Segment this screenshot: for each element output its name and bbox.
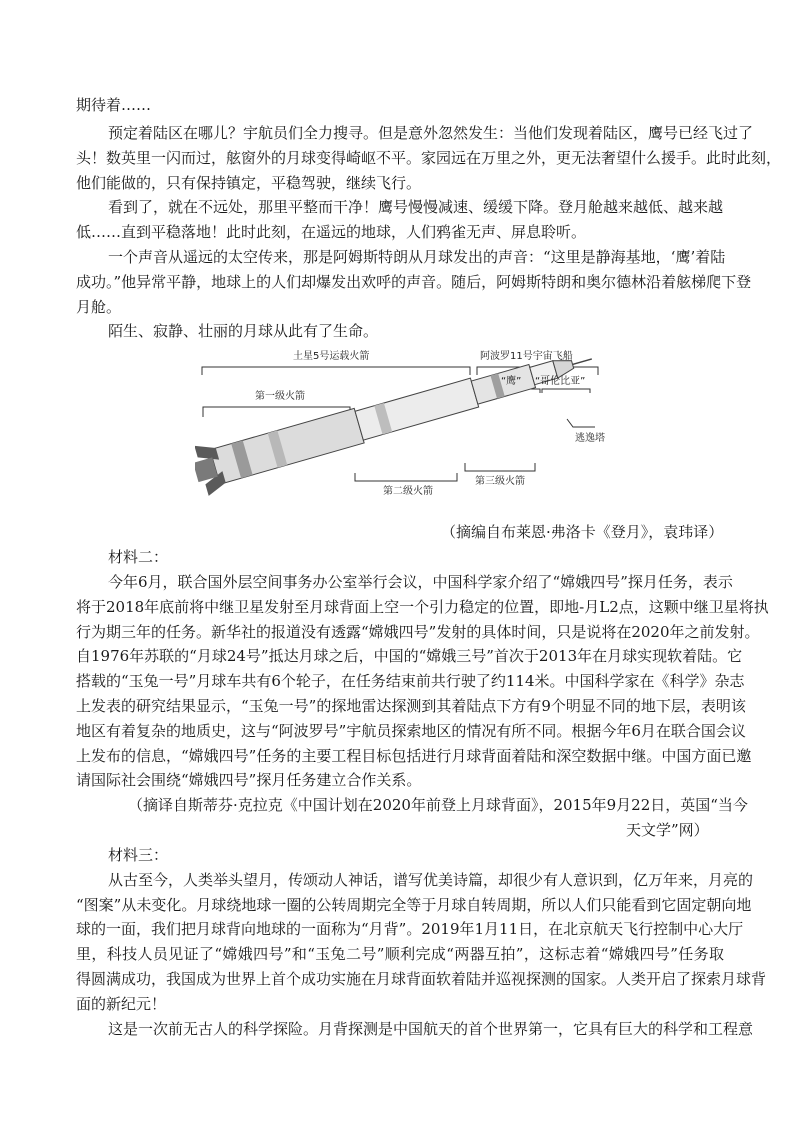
paragraph-line: 面的新纪元！ bbox=[76, 995, 167, 1013]
rocket-body bbox=[195, 345, 599, 498]
paragraph-line: 行为期三年的任务。新华社的报道没有透露“嫦娥四号”发射的具体时间，只是说将在2020年之前发射。 bbox=[76, 623, 760, 641]
saturn-bracket bbox=[202, 367, 470, 375]
paragraph-line: 上发布的信息，“嫦娥四号”任务的主要工程目标包括进行月球背面着陆和深空数据中继。中国方面已邀 bbox=[76, 747, 752, 765]
source-citation: 天文学”网） bbox=[626, 821, 709, 839]
paragraph-line: 他们能做的，只有保持镇定，平稳驾驶，继续飞行。 bbox=[76, 174, 422, 192]
tower-leader bbox=[567, 419, 595, 427]
rocket-illustration bbox=[195, 345, 615, 505]
stage1-label: 第一级火箭 bbox=[255, 391, 305, 402]
paragraph-line: 将于2018年底前将中继卫星发射至月球背面上空一个引力稳定的位置，即地-月L2点，这颗中继卫星将执 bbox=[76, 598, 769, 616]
rocket-diagram bbox=[195, 345, 615, 505]
source-citation: （摘编自布莱恩·弗洛卡《登月》，袁玮译） bbox=[441, 523, 724, 541]
eagle-label: “鹰” bbox=[501, 376, 522, 387]
columbia-bracket bbox=[542, 389, 590, 393]
paragraph-line: 搭载的“玉兔一号”月球车共有6个轮子，在任务结束前共行驶了约114米。中国科学家在《科学》杂志 bbox=[76, 672, 745, 690]
stage2-bracket bbox=[355, 473, 457, 481]
stage3-bracket bbox=[465, 463, 535, 471]
paragraph-line: 自1976年苏联的“月球24号”抵达月球之后，中国的“嫦娥三号”首次于2013年在月球实现软着陆。它 bbox=[76, 647, 743, 665]
tower-label: 逃逸塔 bbox=[575, 433, 605, 444]
paragraph-line: 上发表的研究结果显示，“玉兔一号”的探地雷达探测到其着陆点下方有9个明显不同的地下层，表明该 bbox=[76, 697, 746, 715]
stage2-label: 第二级火箭 bbox=[383, 486, 433, 497]
paragraph-line: 看到了，就在不远处，那里平整而干净！鹰号慢慢减速、缓缓下降。登月舱越来越低、越来越 bbox=[108, 198, 724, 216]
section-heading: 材料三： bbox=[108, 846, 169, 864]
paragraph-line: 陌生、寂静、壮丽的月球从此有了生命。 bbox=[108, 322, 379, 340]
apollo-label: 阿波罗11号宇宙飞船 bbox=[480, 351, 573, 362]
paragraph-line: 低……直到平稳落地！此时此刻，在遥远的地球，人们鸦雀无声、屏息聆听。 bbox=[76, 223, 587, 241]
columbia-label: “哥伦比亚” bbox=[535, 376, 586, 387]
paragraph-line: 里，科技人员见证了“嫦娥四号”和“玉兔二号”顺利完成“两器互拍”，这标志着“嫦娥四号”任务取 bbox=[76, 945, 724, 963]
stage3-label: 第三级火箭 bbox=[475, 476, 525, 487]
paragraph-line: 球的一面，我们把月球背向地球的一面称为“月背”。2019年1月11日，在北京航天飞行控制中心大厅 bbox=[76, 920, 744, 938]
section-heading: 材料二： bbox=[108, 548, 169, 566]
paragraph-line: 这是一次前无古人的科学探险。月背探测是中国航天的首个世界第一，它具有巨大的科学和工程意 bbox=[108, 1020, 754, 1038]
paragraph-line: 得圆满成功，我国成为世界上首个成功实施在月球背面软着陆并巡视探测的国家。人类开启了探索月球背 bbox=[76, 970, 767, 988]
paragraph-line: 今年6月，联合国外层空间事务办公室举行会议，中国科学家介绍了“嫦娥四号”探月任务，表示 bbox=[108, 573, 733, 591]
paragraph-line: 请国际社会围绕“嫦娥四号”探月任务建立合作关系。 bbox=[76, 771, 422, 789]
paragraph-line: 成功。”他异常平静，地球上的人们却爆发出欢呼的声音。随后，阿姆斯特朗和奥尔德林沿着舷梯爬下登 bbox=[76, 273, 752, 291]
paragraph-line: 头！数英里一闪而过，舷窗外的月球变得崎岖不平。家园远在万里之外，更无法奢望什么援手。此时此刻， bbox=[76, 149, 782, 167]
paragraph-line: 期待着…… bbox=[76, 96, 152, 114]
paragraph-line: 月舱。 bbox=[76, 298, 122, 316]
paragraph-line: 预定着陆区在哪儿？宇航员们全力搜寻。但是意外忽然发生：当他们发现着陆区，鹰号已经飞过了 bbox=[108, 124, 754, 142]
paragraph-line: 地区有着复杂的地质史，这与“阿波罗号”宇航员探索地区的情况有所不同。根据今年6月在联合国会议 bbox=[76, 722, 746, 740]
saturn-label: 土星5号运载火箭 bbox=[293, 351, 370, 362]
source-citation: （摘译自斯蒂芬·克拉克《中国计划在2020年前登上月球背面》，2015年9月22日，英国“当今 bbox=[128, 796, 748, 814]
paragraph-line: 一个声音从遥远的太空传来，那是阿姆斯特朗从月球发出的声音：“这里是静海基地，‘鹰’着陆 bbox=[108, 248, 726, 266]
paragraph-line: 从古至今，人类举头望月，传颂动人神话，谱写优美诗篇，却很少有人意识到，亿万年来，月亮的 bbox=[108, 871, 754, 889]
paragraph-line: “图案”从未变化。月球绕地球一圈的公转周期完全等于月球自转周期，所以人们只能看到它固定朝向地 bbox=[76, 896, 752, 914]
